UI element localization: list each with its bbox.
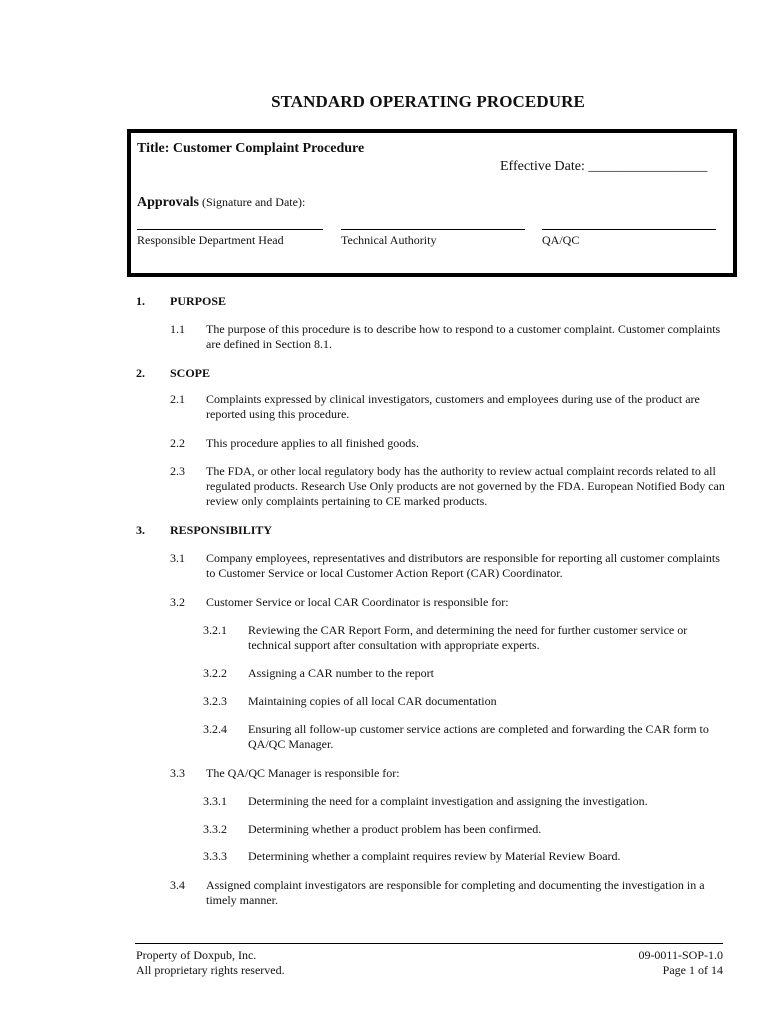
item-number: 1.1 (170, 322, 185, 336)
footer-left (136, 948, 285, 978)
subitem-text: Determining the need for a complaint investigation and assigning the investigation. (248, 794, 648, 808)
item-number: 2.2 (170, 436, 185, 450)
section-number: 2. (136, 366, 145, 380)
approvals-note: (Signature and Date): (198, 195, 306, 209)
document-title: STANDARD OPERATING PROCEDURE (271, 92, 585, 111)
section-title-responsibility: RESPONSIBILITY (170, 523, 273, 537)
subitem-text: Reviewing the CAR Report Form, and determining the need for further customer service or technical support after consultation with appropriate experts. (248, 623, 688, 652)
item-number: 2.1 (170, 392, 185, 406)
subitem-text: Assigning a CAR number to the report (248, 666, 434, 680)
subitem-number: 3.3.2 (203, 822, 227, 836)
footer-page-number: Page 1 of 14 (662, 963, 723, 977)
subitem-text: Maintaining copies of all local CAR documentation (248, 694, 497, 708)
signature-line (137, 229, 323, 230)
item-text: The QA/QC Manager is responsible for: (206, 766, 400, 780)
footer-rights: All proprietary rights reserved. (136, 963, 285, 977)
item-text: Company employees, representatives and distributors are responsible for reporting all customer complaints to Customer Service or local Customer Action Report (CAR) Coordinator. (206, 551, 720, 580)
approvals-heading (137, 195, 305, 211)
item-number: 3.3 (170, 766, 185, 780)
item-text: Assigned complaint investigators are responsible for completing and documenting the investigation in a timely manner. (206, 878, 705, 907)
approvals-label: Approvals (137, 195, 199, 210)
signature-line (341, 229, 525, 230)
signature-line (542, 229, 716, 230)
signature-block-technical-authority (341, 229, 525, 248)
footer-doc-id: 09-0011-SOP-1.0 (638, 948, 723, 962)
item-number: 2.3 (170, 464, 185, 478)
item-number: 3.4 (170, 878, 185, 892)
signature-block-department-head (137, 229, 323, 248)
section-number: 1. (136, 294, 145, 308)
section-number: 3. (136, 523, 145, 537)
subitem-text: Determining whether a complaint requires review by Material Review Board. (248, 849, 621, 863)
subitem-number: 3.2.1 (203, 623, 227, 637)
header-box (127, 129, 737, 277)
subitem-number: 3.3.3 (203, 849, 227, 863)
signature-label: Technical Authority (341, 233, 437, 247)
footer-divider (135, 943, 723, 944)
footer-right (638, 948, 723, 978)
subitem-number: 3.2.4 (203, 722, 227, 736)
footer-company: Property of Doxpub, Inc. (136, 948, 257, 962)
section-title-scope: SCOPE (170, 366, 211, 380)
signature-label: Responsible Department Head (137, 233, 284, 247)
subitem-number: 3.2.2 (203, 666, 227, 680)
subitem-text: Determining whether a product problem has been confirmed. (248, 822, 542, 836)
procedure-title: Title: Customer Complaint Procedure (137, 141, 365, 156)
effective-date: Effective Date: _________________ (500, 159, 708, 174)
item-text: This procedure applies to all finished goods. (206, 436, 419, 450)
subitem-number: 3.3.1 (203, 794, 227, 808)
signature-label: QA/QC (542, 233, 580, 247)
item-text: Complaints expressed by clinical investigators, customers and employees during use of the product are reported using this procedure. (206, 392, 700, 421)
section-title-purpose: PURPOSE (170, 294, 227, 308)
subitem-number: 3.2.3 (203, 694, 227, 708)
signature-block-qaqc (542, 229, 716, 248)
subitem-text: Ensuring all follow-up customer service actions are completed and forwarding the CAR form to QA/QC Manager. (248, 722, 709, 751)
item-text: The purpose of this procedure is to describe how to respond to a customer complaint. Customer complaints are defined in Section 8.1. (206, 322, 721, 351)
item-number: 3.1 (170, 551, 185, 565)
item-text: The FDA, or other local regulatory body has the authority to review actual complaint records related to all regulated products. Research Use Only products are not governed by the FDA. European Notified Body can review only complaints pertaining to CE marked products. (206, 464, 725, 508)
item-text: Customer Service or local CAR Coordinator is responsible for: (206, 595, 509, 609)
item-number: 3.2 (170, 595, 185, 609)
